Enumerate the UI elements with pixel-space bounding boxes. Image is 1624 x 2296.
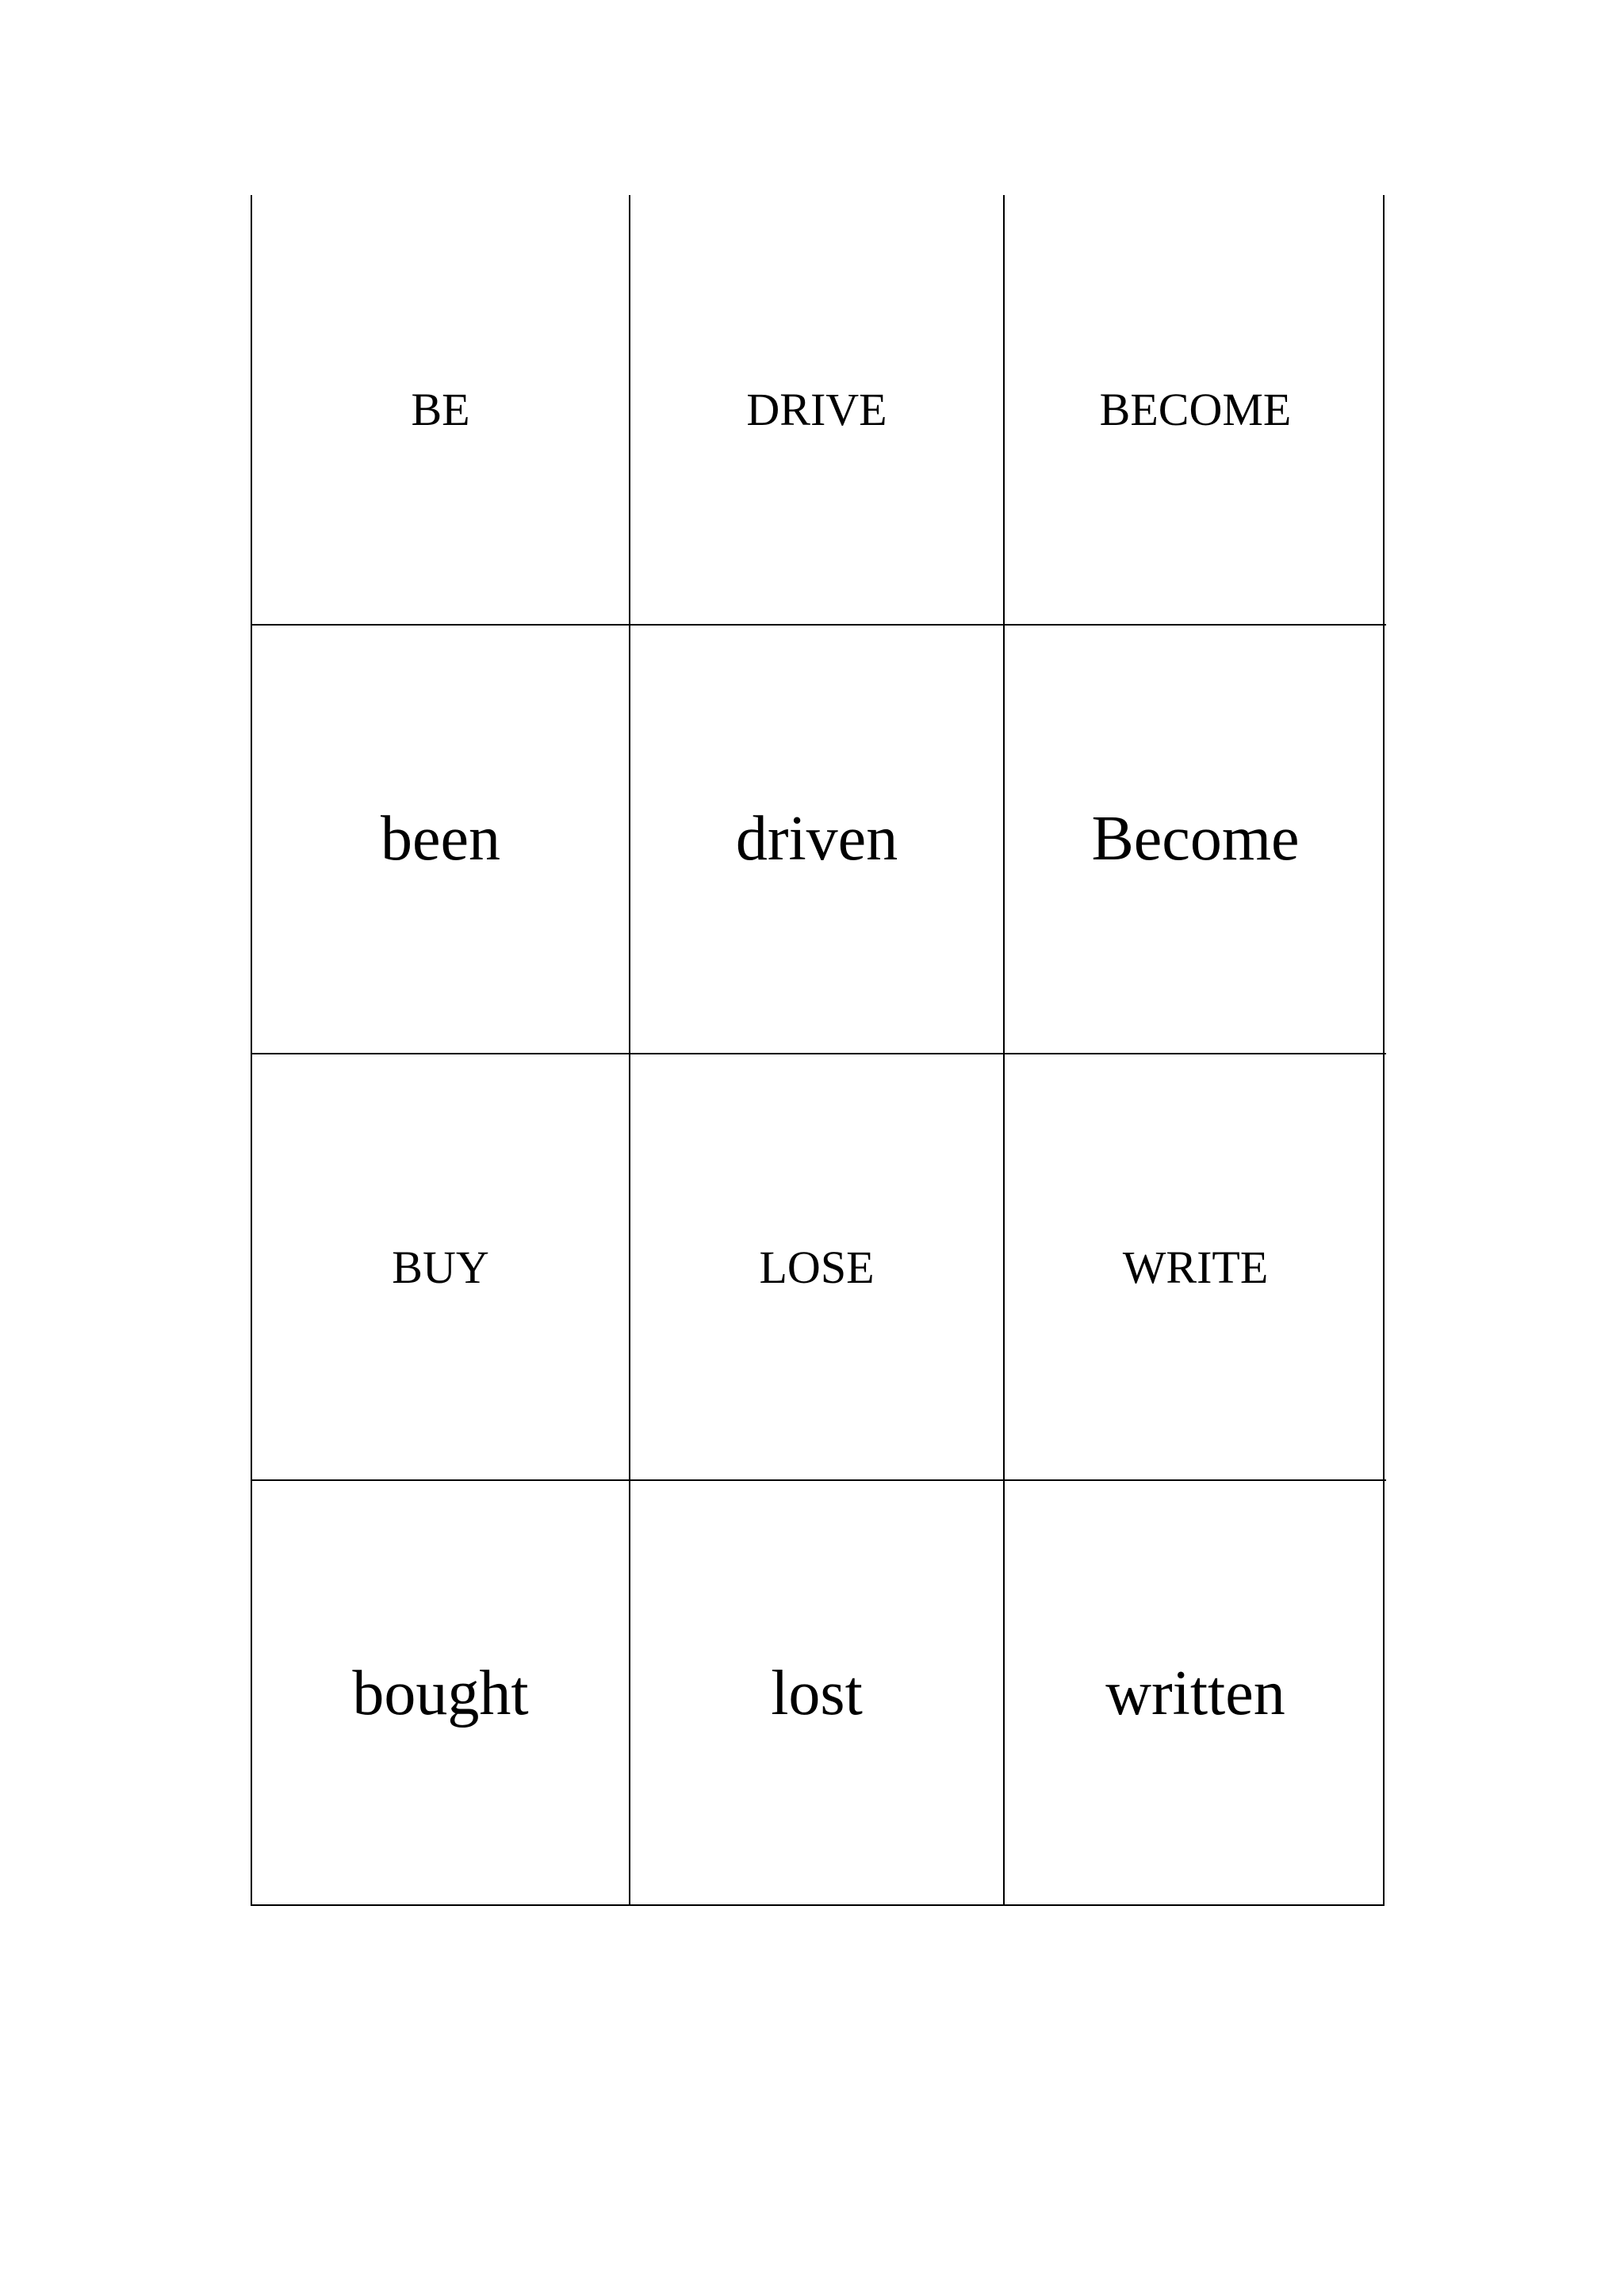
card-base-verb: BUY [252,1053,630,1479]
card-past-participle: bought [252,1479,630,1906]
card-base-verb: BE [252,195,630,624]
card-past-participle: lost [630,1479,1005,1906]
card-past-participle: driven [630,624,1005,1053]
card-past-participle: written [1005,1479,1386,1906]
verb-card-table [251,195,1385,1906]
card-base-verb: WRITE [1005,1053,1386,1479]
card-base-verb: BECOME [1099,384,1292,435]
card-base-verb: DRIVE [630,195,1005,624]
card-past-participle: been [252,624,630,1053]
card-base-verb: LOSE [630,1053,1005,1479]
card-past-participle: Become [1005,624,1386,1053]
